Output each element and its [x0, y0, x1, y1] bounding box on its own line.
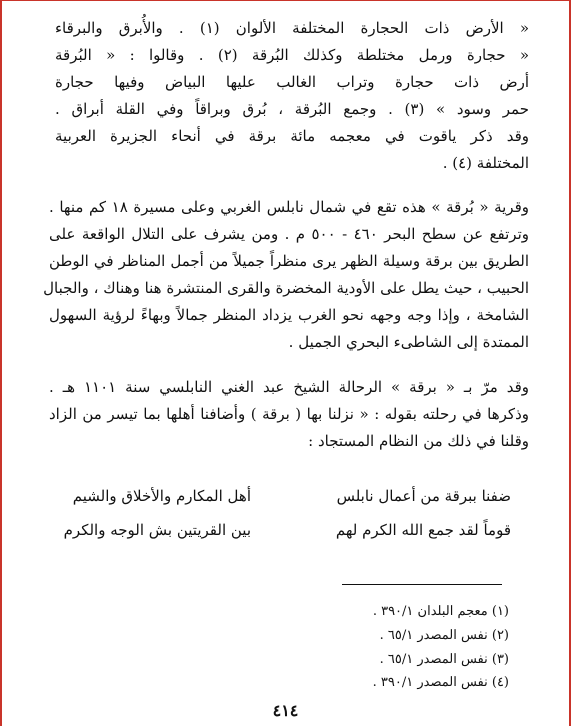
- text-line: أرض ذات حجارة وتراب الغالب عليها البياض وفيها حجارة: [55, 73, 529, 91]
- verse-hemistich-right: قوماً لقد جمع الله الكرم لهم: [335, 521, 511, 539]
- verse-hemistich-left: بين القريتين بش الوجه والكرم: [63, 521, 251, 539]
- footnote-separator: [342, 584, 502, 585]
- footnote: (٢) نفس المصدر ٦٥/١ .: [379, 628, 509, 643]
- text-line: المختلفة (٤) .: [442, 154, 529, 172]
- text-line: وقرية « بُرقة » هذه تقع في شمال نابلس الغربي وعلى مسيرة ١٨ كم منها .: [49, 198, 529, 216]
- text-line: وقد ذكر ياقوت في معجمه مائة برقة في أنحاء الجزيرة العربية: [55, 127, 529, 145]
- verse-hemistich-right: ضفنا ببرقة من أعمال نابلس: [336, 487, 511, 505]
- text-line: وترتفع عن سطح البحر ٤٦٠ - ٥٠٠ م . ومن يشرف على التلال الواقعة على: [49, 225, 529, 243]
- text-line: الشامخة ، وإذا وجه وجهه نحو الغرب يزداد المنظر جمالاً وبهاءً لرؤية السهول: [49, 306, 529, 324]
- text-line: « حجارة ورمل مختلطة وكذلك البُرقة (٢) . وقالوا : « البُرقة: [55, 46, 529, 64]
- verse-hemistich-left: أهل المكارم والأخلاق والشيم: [72, 487, 251, 505]
- text-line: حمر وسود » (٣) . وجمع البُرقة ، بُرق وبراقاً وفي القلة أبراق .: [55, 100, 530, 118]
- text-line: وذكرها في رحلته بقوله : « نزلنا بها ( برقة ) وأضافنا أهلها بما تيسر من الزاد: [49, 405, 529, 423]
- text-line: وقد مرّ بـ « برقة » الرحالة الشيخ عبد الغني النابلسي سنة ١١٠١ هـ .: [49, 378, 529, 396]
- page-number: ٤١٤: [272, 701, 299, 720]
- text-line: الطريق بين برقة وسيلة الظهر يرى منظراً جميلاً من أجمل المناظر في الوطن: [49, 252, 529, 270]
- footnote: (٤) نفس المصدر ٣٩٠/١ .: [372, 675, 509, 690]
- text-line: الحبيب ، حيث يطل على الأودية المخضرة والقرى المنتشرة هنا وهناك ، والجبال: [43, 279, 529, 297]
- text-line: وقلنا في ذلك من النظام المستجاد :: [308, 432, 529, 450]
- footnote: (١) معجم البلدان ٣٩٠/١ .: [372, 604, 509, 619]
- footnote: (٣) نفس المصدر ٦٥/١ .: [379, 652, 509, 667]
- text-line: الممتدة إلى الشاطىء البحري الجميل .: [288, 333, 529, 351]
- text-line: « الأرض ذات الحجارة المختلفة الألوان (١) . والأُبرق والبرقاء: [55, 19, 530, 37]
